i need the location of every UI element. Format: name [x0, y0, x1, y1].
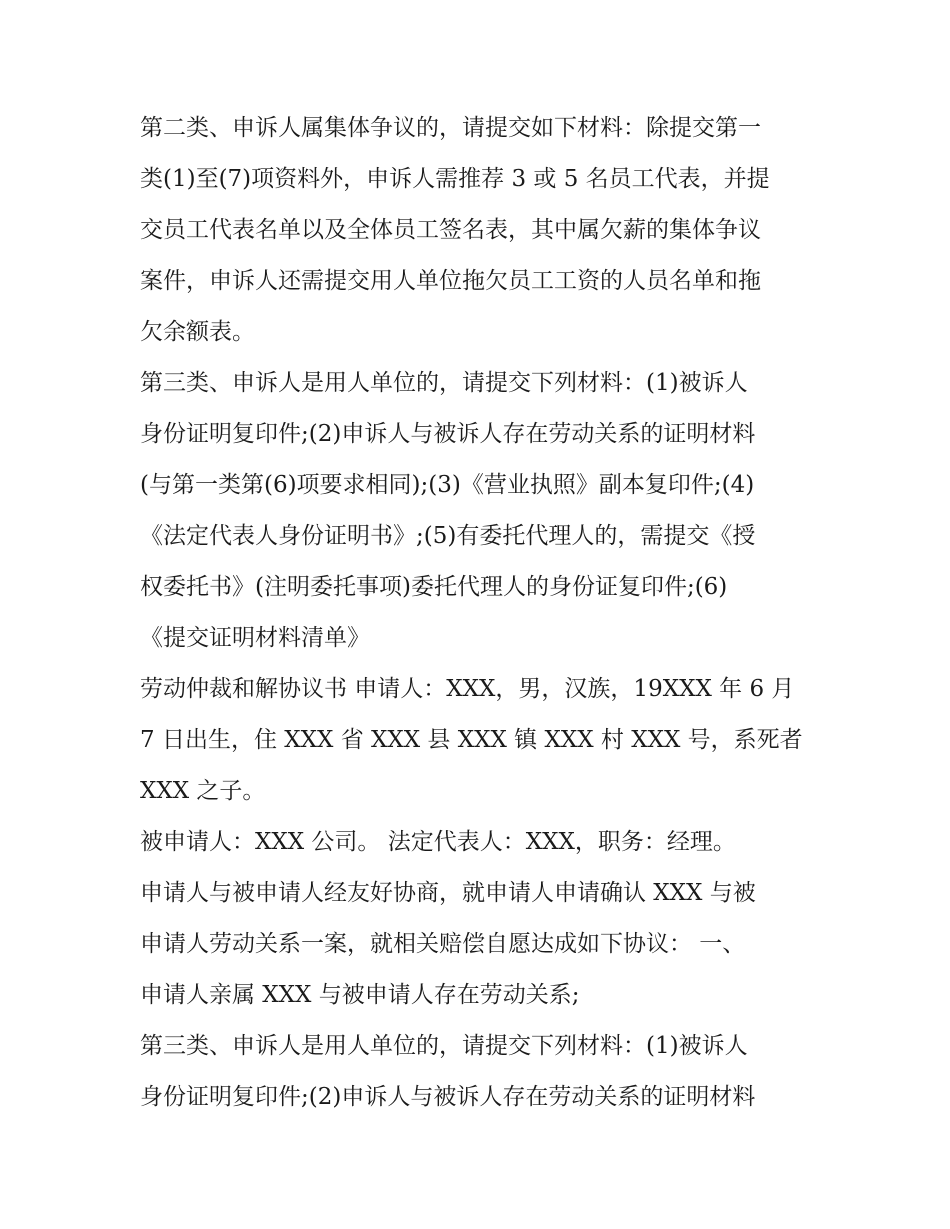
text-line: 第三类、申诉人是用人单位的，请提交下列材料：(1)被诉人 — [140, 1033, 748, 1059]
text-line: 权委托书》(注明委托事项)委托代理人的身份证复印件;(6) — [140, 574, 728, 600]
text-line: 欠余额表。 — [140, 319, 255, 345]
text-line: 7 日出生，住 XXX 省 XXX 县 XXX 镇 XXX 村 XXX 号，系死者 — [140, 727, 803, 753]
document-body — [140, 103, 820, 1123]
text-line: XXX 之子。 — [140, 778, 266, 804]
text-line: (与第一类第(6)项要求相同);(3)《营业执照》副本复印件;(4) — [140, 472, 755, 498]
text-line: 申请人亲属 XXX 与被申请人存在劳动关系; — [140, 982, 580, 1008]
text-line: 劳动仲裁和解协议书 申请人：XXX，男，汉族，19XXX 年 6 月 — [140, 676, 795, 702]
text-line: 申请人劳动关系一案，就相关赔偿自愿达成如下协议： 一、 — [140, 931, 746, 957]
text-line: 第二类、申诉人属集体争议的，请提交如下材料：除提交第一 — [140, 115, 761, 141]
text-line: 申请人与被申请人经友好协商，就申请人申请确认 XXX 与被 — [140, 880, 756, 906]
text-line: 案件，申诉人还需提交用人单位拖欠员工工资的人员名单和拖 — [140, 268, 761, 294]
text-line: 身份证明复印件;(2)申诉人与被诉人存在劳动关系的证明材料 — [140, 421, 756, 447]
text-line: 交员工代表名单以及全体员工签名表，其中属欠薪的集体争议 — [140, 217, 761, 243]
text-line: 类(1)至(7)项资料外，申诉人需推荐 3 或 5 名员工代表，并提 — [140, 166, 770, 192]
text-line: 被申请人：XXX 公司。 法定代表人：XXX，职务：经理。 — [140, 829, 736, 855]
text-line: 第三类、申诉人是用人单位的，请提交下列材料：(1)被诉人 — [140, 370, 748, 396]
text-line: 《提交证明材料清单》 — [140, 625, 370, 651]
text-line: 《法定代表人身份证明书》;(5)有委托代理人的，需提交《授 — [140, 523, 756, 549]
text-line: 身份证明复印件;(2)申诉人与被诉人存在劳动关系的证明材料 — [140, 1084, 756, 1110]
